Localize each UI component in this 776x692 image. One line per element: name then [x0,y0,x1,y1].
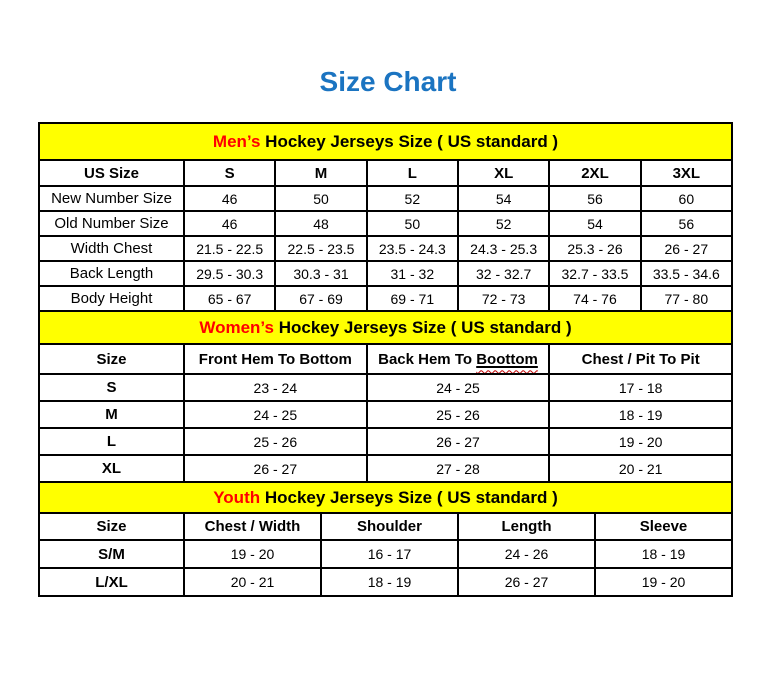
column-header-text: Back Hem To [378,350,477,368]
size-value: 77 - 80 [641,286,732,311]
size-value: 24.3 - 25.3 [458,236,549,261]
table-row [39,428,732,455]
table-row [39,211,732,236]
size-value: 69 - 71 [367,286,458,311]
size-value: 50 [367,211,458,236]
row-label: S/M [39,540,184,568]
column-header: 2XL [549,160,640,186]
misspelled-word: Boottom [476,350,538,368]
size-value: 24 - 25 [184,401,367,428]
column-header: Front Hem To Bottom [184,344,367,374]
column-header: Size [39,344,184,374]
section-title-highlight: Women’s [199,317,274,337]
column-header: 3XL [641,160,732,186]
size-value: 20 - 21 [549,455,732,482]
row-label: Old Number Size [39,211,184,236]
size-value: 20 - 21 [184,568,321,596]
column-header: XL [458,160,549,186]
section-title-highlight: Men’s [212,131,261,151]
size-value: 18 - 19 [321,568,458,596]
size-value: 22.5 - 23.5 [275,236,366,261]
row-label: L [39,428,184,455]
table-row [39,455,732,482]
size-value: 31 - 32 [367,261,458,286]
size-value: 48 [275,211,366,236]
size-value: 27 - 28 [367,455,550,482]
table-row [39,236,732,261]
size-value: 46 [184,186,275,211]
size-value: 26 - 27 [184,455,367,482]
size-value: 25.3 - 26 [549,236,640,261]
size-value: 29.5 - 30.3 [184,261,275,286]
size-value: 74 - 76 [549,286,640,311]
column-header: Chest / Width [184,513,321,540]
size-value: 18 - 19 [595,540,732,568]
table-row [39,286,732,311]
row-label: Back Length [39,261,184,286]
row-label: S [39,374,184,401]
size-value: 23.5 - 24.3 [367,236,458,261]
column-header: Shoulder [321,513,458,540]
size-value: 60 [641,186,732,211]
row-label: L/XL [39,568,184,596]
size-value: 26 - 27 [458,568,595,596]
size-value: 67 - 69 [275,286,366,311]
size-value: 19 - 20 [595,568,732,596]
size-value: 33.5 - 34.6 [641,261,732,286]
section-title-rest: Hockey Jerseys Size ( US standard ) [260,131,559,151]
size-value: 56 [549,186,640,211]
table-row [39,401,732,428]
size-value: 18 - 19 [549,401,732,428]
size-value: 19 - 20 [184,540,321,568]
table-row [39,568,732,596]
size-value: 56 [641,211,732,236]
spellcheck-squiggle [476,351,538,368]
column-header [367,344,550,374]
size-value: 52 [367,186,458,211]
section-title-rest: Hockey Jerseys Size ( US standard ) [260,487,558,507]
table-row [39,186,732,211]
size-value: 32 - 32.7 [458,261,549,286]
column-header: Length [458,513,595,540]
page-title: Size Chart [319,66,457,97]
youth-size-table [38,481,733,597]
size-value: 24 - 25 [367,374,550,401]
size-value: 65 - 67 [184,286,275,311]
column-header: S [184,160,275,186]
size-value: 52 [458,211,549,236]
table-row [39,261,732,286]
size-value: 25 - 26 [184,428,367,455]
youth-section-header [39,482,732,513]
size-value: 16 - 17 [321,540,458,568]
womens-size-table [38,310,733,483]
size-value: 32.7 - 33.5 [549,261,640,286]
mens-section-header [39,123,732,160]
size-value: 17 - 18 [549,374,732,401]
row-label: Body Height [39,286,184,311]
size-value: 50 [275,186,366,211]
size-value: 23 - 24 [184,374,367,401]
table-row [39,540,732,568]
row-label: XL [39,455,184,482]
size-value: 21.5 - 22.5 [184,236,275,261]
row-label: Width Chest [39,236,184,261]
size-value: 30.3 - 31 [275,261,366,286]
size-value: 54 [549,211,640,236]
size-value: 26 - 27 [367,428,550,455]
mens-size-table [38,122,733,312]
size-chart-tables [38,122,733,597]
column-header: Chest / Pit To Pit [549,344,732,374]
size-value: 54 [458,186,549,211]
column-header: Size [39,513,184,540]
section-title-rest: Hockey Jerseys Size ( US standard ) [273,317,572,337]
column-header: M [275,160,366,186]
row-label: M [39,401,184,428]
size-value: 24 - 26 [458,540,595,568]
table-row [39,374,732,401]
size-value: 25 - 26 [367,401,550,428]
size-value: 72 - 73 [458,286,549,311]
column-header: L [367,160,458,186]
column-header: Sleeve [595,513,732,540]
size-value: 26 - 27 [641,236,732,261]
column-header: US Size [39,160,184,186]
size-value: 19 - 20 [549,428,732,455]
section-title-highlight: Youth [213,487,261,507]
womens-section-header [39,311,732,344]
row-label: New Number Size [39,186,184,211]
size-value: 46 [184,211,275,236]
